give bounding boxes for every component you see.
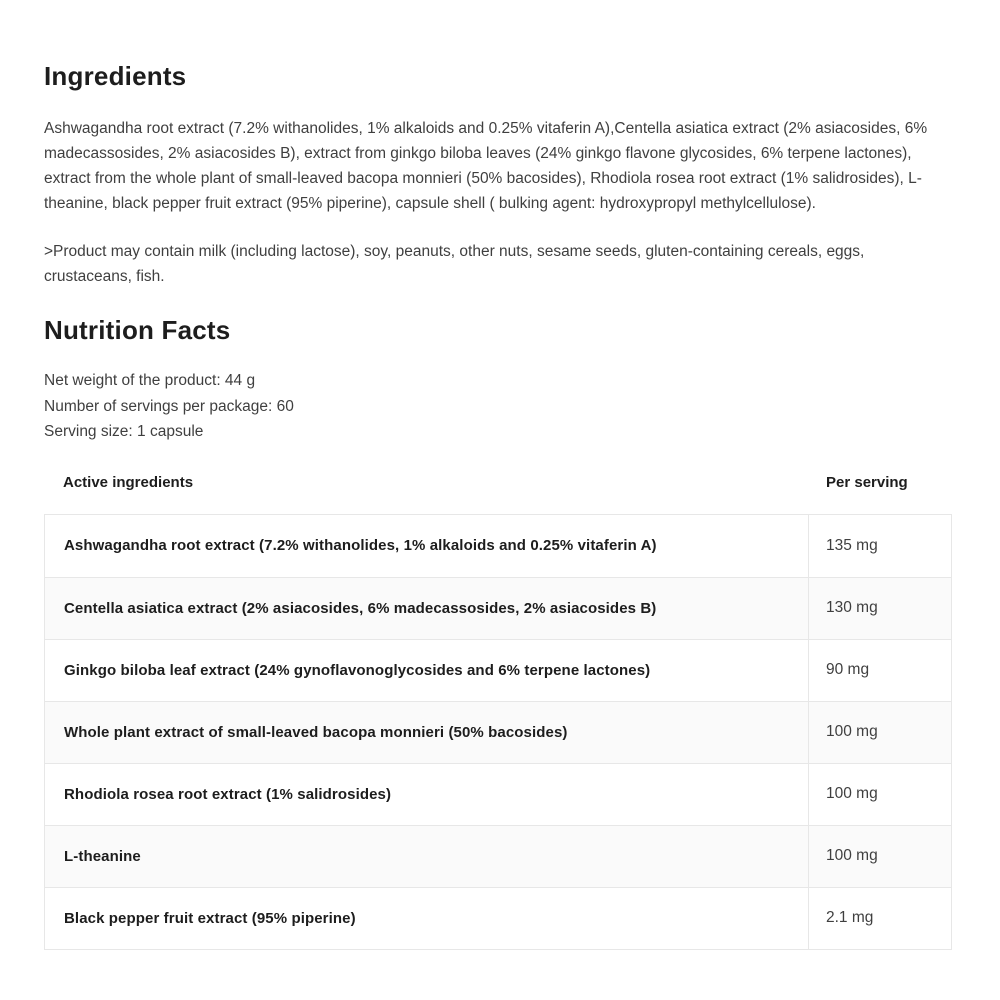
table-row [45,515,951,577]
ingredient-amount: 135 mg [808,515,951,577]
nutrition-table-header [44,474,952,491]
ingredient-amount: 100 mg [808,826,951,887]
ingredient-name: Centella asiatica extract (2% asiacosides, 6% madecassosides, 2% asiacosides B) [64,599,657,617]
ingredient-name: Ginkgo biloba leaf extract (24% gynoflavonoglycosides and 6% terpene lactones) [64,661,651,679]
table-row [45,639,951,701]
table-row [45,701,951,763]
ingredient-amount: 90 mg [808,640,951,701]
allergen-note: >Product may contain milk (including lactose), soy, peanuts, other nuts, sesame seeds, gluten-containing cereals, eggs, crustaceans, fish. [44,242,865,285]
ingredients-heading: Ingredients [44,61,187,91]
net-weight-line: Net weight of the product: 44 g [44,372,256,390]
table-row [45,887,951,949]
nutrition-facts-heading: Nutrition Facts [44,314,231,345]
column-header-per-serving: Per serving [826,473,908,491]
ingredient-name: Black pepper fruit extract (95% piperine) [64,909,356,927]
column-header-active-ingredients: Active ingredients [63,473,194,491]
table-row [45,825,951,887]
servings-per-package-line: Number of servings per package: 60 [44,397,294,415]
ingredient-name: Rhodiola rosea root extract (1% salidrosides) [64,785,392,803]
ingredient-amount: 100 mg [808,702,951,763]
ingredient-amount: 2.1 mg [808,888,951,949]
ingredient-name: Ashwagandha root extract (7.2% withanolides, 1% alkaloids and 0.25% vitaferin A) [64,537,657,555]
ingredient-name: L-theanine [64,847,141,865]
ingredients-paragraph: Ashwagandha root extract (7.2% withanolides, 1% alkaloids and 0.25% vitaferin A),Centella asiatica extract (2% asiacosides, 6% madecassosides, 2% asiacosides B), extract from ginkgo biloba leaves (24% ginkgo flavone glycosides, 6% terpene lactones), extract from the whole plant of small-leaved bacopa monnieri (50% bacosides), Rhodiola rosea root extract (1% salidrosides), L-theanine, black pepper fruit extract (95% piperine), capsule shell ( bulking agent: hydroxypropyl methylcellulose). [44,119,928,212]
table-row [45,763,951,825]
ingredient-amount: 130 mg [808,578,951,639]
nutrition-table [44,514,952,950]
ingredient-name: Whole plant extract of small-leaved bacopa monnieri (50% bacosides) [64,723,568,741]
serving-size-line: Serving size: 1 capsule [44,423,204,441]
ingredient-amount: 100 mg [808,764,951,825]
table-row [45,577,951,639]
